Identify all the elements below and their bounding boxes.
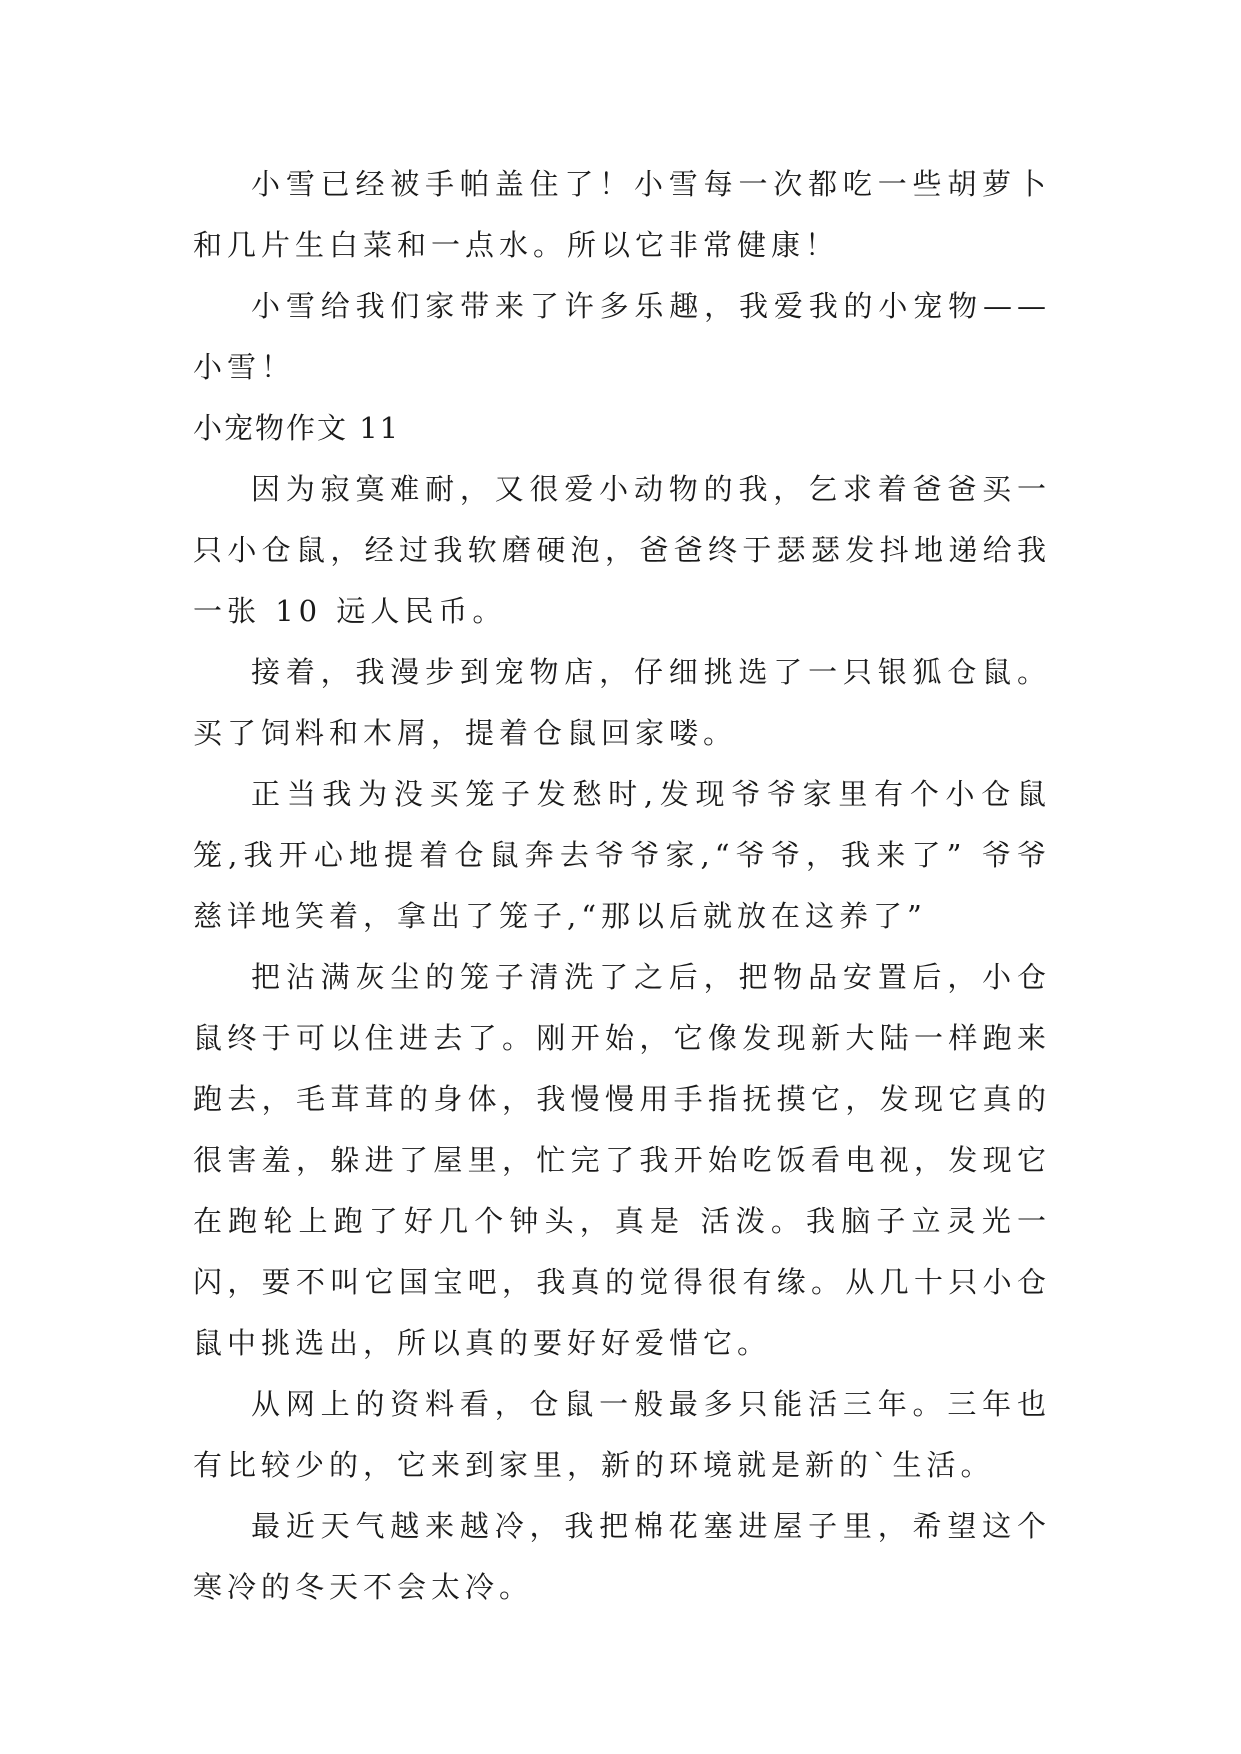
- paragraph: 把沾满灰尘的笼子清洗了之后，把物品安置后，小仓鼠终于可以住进去了。刚开始，它像发现新大陆一样跑来跑去，毛茸茸的身体，我慢慢用手指抚摸它，发现它真的很害羞，躲进了屋里，忙完了我开始吃饭看电视，发现它在跑轮上跑了好几个钟头，真是 活泼。我脑子立灵光一闪，要不叫它国宝吧，我真的觉得很有缘。从几十只小仓鼠中挑选出，所以真的要好好爱惜它。: [193, 960, 1051, 1360]
- paragraph: 小雪给我们家带来了许多乐趣，我爱我的小宠物——小雪！: [193, 289, 1051, 384]
- paragraph: 从网上的资料看，仓鼠一般最多只能活三年。三年也有比较少的，它来到家里，新的环境就是新的`生活。: [193, 1387, 1051, 1482]
- section-heading: 小宠物作文 11: [193, 411, 401, 445]
- paragraph: 正当我为没买笼子发愁时,发现爷爷家里有个小仓鼠笼,我开心地提着仓鼠奔去爷爷家,“爷爷，我来了” 爷爷慈详地笑着，拿出了笼子,“那以后就放在这养了”: [193, 777, 1051, 933]
- paragraph: 接着，我漫步到宠物店，仔细挑选了一只银狐仓鼠。买了饲料和木屑，提着仓鼠回家喽。: [193, 655, 1051, 750]
- paragraph: 小雪已经被手帕盖住了！小雪每一次都吃一些胡萝卜和几片生白菜和一点水。所以它非常健康！: [193, 167, 1051, 262]
- paragraph: 因为寂寞难耐，又很爱小动物的我，乞求着爸爸买一只小仓鼠，经过我软磨硬泡，爸爸终于瑟瑟发抖地递给我一张 10 远人民币。: [193, 472, 1051, 628]
- paragraph: 最近天气越来越冷，我把棉花塞进屋子里，希望这个寒冷的冬天不会太冷。: [193, 1509, 1051, 1604]
- document-body: [193, 154, 1051, 1618]
